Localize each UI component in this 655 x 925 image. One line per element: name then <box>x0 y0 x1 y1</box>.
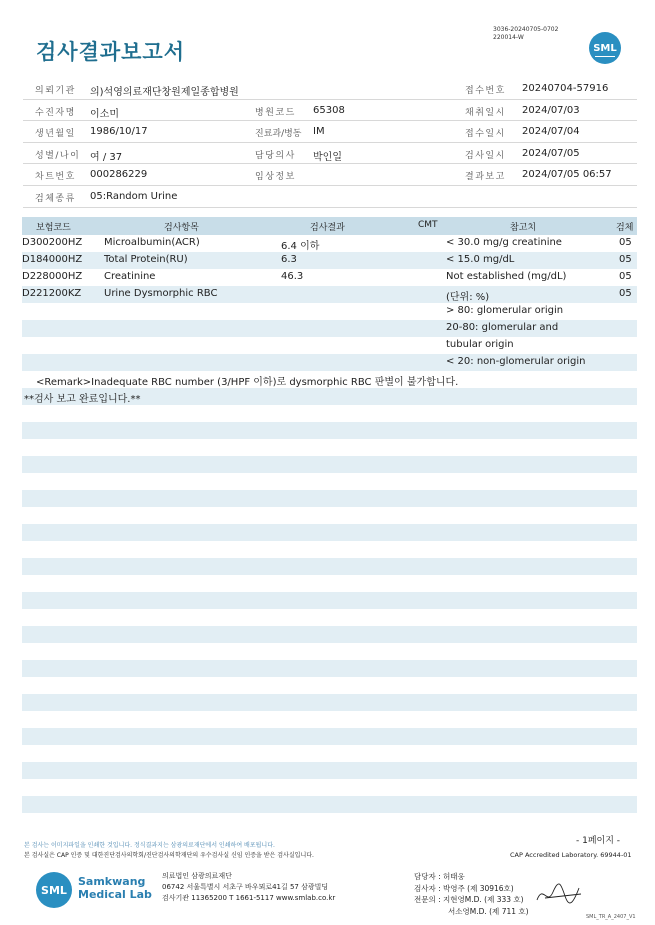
info-label: 병원코드 <box>255 107 296 118</box>
cell-code: D228000HZ <box>22 271 83 282</box>
info-label: 채취일시 <box>465 107 506 118</box>
col-header-code: 보험코드 <box>36 223 71 233</box>
table-row <box>22 252 637 269</box>
info-label: 의뢰기관 <box>35 86 76 96</box>
info-label: 접수번호 <box>465 86 506 96</box>
info-label: 담당의사 <box>255 150 296 161</box>
table-row <box>22 286 637 303</box>
cell-item: Total Protein(RU) <box>104 254 188 265</box>
col-header-cmt: CMT <box>418 220 438 230</box>
company-name-line-1: Samkwang <box>78 875 146 888</box>
info-value: 000286229 <box>90 169 148 181</box>
blank-row-stripe <box>22 422 637 439</box>
cell-ref: 20-80: glomerular and <box>446 322 559 333</box>
info-value: 65308 <box>313 104 345 116</box>
info-value: 2024/07/04 <box>522 126 580 138</box>
cell-ref: < 30.0 mg/g creatinine <box>446 237 562 248</box>
cell-specimen: 05 <box>619 237 632 248</box>
blank-row-stripe <box>22 524 637 541</box>
info-value: 의)석영의료재단창원제일종합병원 <box>90 87 239 98</box>
sml-logo-icon: SML <box>36 872 72 908</box>
info-label: 검체종류 <box>35 193 76 204</box>
company-name-line-2: Medical Lab <box>78 888 152 901</box>
cell-ref: tubular origin <box>446 339 514 350</box>
info-row <box>23 186 637 208</box>
cell-ref: > 80: glomerular origin <box>446 305 564 316</box>
remark-text: <Remark>Inadequate RBC number (3/HPF 이하)로 dysmorphic RBC 판별이 불가합니다. <box>36 377 459 388</box>
info-label: 임상정보 <box>255 172 296 183</box>
info-value: 여 / 37 <box>90 151 123 163</box>
blank-row-stripe <box>22 728 637 745</box>
blank-row-stripe <box>22 490 637 507</box>
cell-specimen: 05 <box>619 288 632 299</box>
info-value: 05:Random Urine <box>90 190 178 202</box>
cell-ref: < 20: non-glomerular origin <box>446 356 586 367</box>
info-label: 차트번호 <box>35 172 76 183</box>
cell-result: 46.3 <box>281 271 304 282</box>
cell-result: 6.4 이하 <box>281 241 320 252</box>
staff-line: 서소영M.D. (제 711 호) <box>448 906 529 916</box>
blank-row-stripe <box>22 558 637 575</box>
info-value: 2024/07/03 <box>522 104 580 116</box>
info-label: 생년월일 <box>35 129 76 140</box>
cell-specimen: 05 <box>619 271 632 282</box>
col-header-ref: 참고치 <box>510 223 537 233</box>
info-value: 2024/07/05 06:57 <box>522 169 612 181</box>
info-value: 이소미 <box>90 108 119 120</box>
table-row <box>22 269 637 286</box>
cell-code: D221200KZ <box>22 288 82 299</box>
col-header-item: 검사항목 <box>164 223 199 233</box>
table-row <box>22 320 637 337</box>
cell-item: Creatinine <box>104 271 156 282</box>
company-address <box>162 871 335 904</box>
staff-line: 검사자 : 박영주 (제 30916호) <box>414 883 514 893</box>
info-value: 2024/07/05 <box>522 147 580 159</box>
info-row <box>23 164 637 186</box>
info-row <box>23 100 637 122</box>
table-row <box>22 354 637 371</box>
info-label: 수진자명 <box>35 107 76 118</box>
table-row <box>22 235 637 252</box>
blank-row-stripe <box>22 796 637 813</box>
results-header <box>22 217 637 235</box>
cell-item: Microalbumin(ACR) <box>104 237 200 248</box>
blank-row-stripe <box>22 762 637 779</box>
cap-accreditation: CAP Accredited Laboratory. 69944-01 <box>510 851 632 859</box>
info-value: 박인일 <box>313 151 342 163</box>
info-row <box>23 143 637 165</box>
blank-row-stripe <box>22 456 637 473</box>
cell-result: 6.3 <box>281 254 297 265</box>
cell-ref: < 15.0 mg/dL <box>446 254 515 265</box>
completion-text: **검사 보고 완료입니다.** <box>24 394 141 405</box>
address-line: 06742 서울특별시 서초구 바우뫼로41길 57 삼광빌딩 <box>162 883 329 891</box>
page-number: - 1페이지 - <box>576 836 621 846</box>
info-value: IM <box>313 126 325 138</box>
blank-row-stripe <box>22 660 637 677</box>
cell-ref: Not established (mg/dL) <box>446 271 567 282</box>
document-id-line-2: 220014-W <box>493 34 524 41</box>
info-label: 진료과/병동 <box>255 129 302 140</box>
results-table <box>22 217 637 405</box>
cell-code: D300200HZ <box>22 237 83 248</box>
col-header-specimen: 검체 <box>616 223 634 233</box>
table-row <box>22 337 637 354</box>
cell-code: D184000HZ <box>22 254 83 265</box>
blank-row-stripe <box>22 694 637 711</box>
print-notice: 본 검사는 이미지파일을 인쇄한 것입니다. 정식결과지는 삼광의료재단에서 인쇄하여 배포됩니다. <box>24 842 275 849</box>
company-name <box>78 875 152 901</box>
info-value: 1986/10/17 <box>90 126 148 138</box>
info-label: 접수일시 <box>465 129 506 140</box>
signature-icon <box>535 880 585 908</box>
staff-info <box>414 871 529 917</box>
info-row <box>23 78 637 100</box>
form-code: SML_TR_A_2407_V1 <box>586 914 636 920</box>
info-value: 20240704-57916 <box>522 83 609 94</box>
info-row <box>23 121 637 143</box>
remark-row <box>22 371 637 388</box>
sml-logo-icon: SML <box>589 32 621 64</box>
completion-row <box>22 388 637 405</box>
document-id-line-1: 3036-20240705-0702 <box>493 26 559 33</box>
address-line: 의료법인 삼광의료재단 <box>162 872 232 880</box>
patient-info-block <box>23 78 637 208</box>
report-title: 검사결과보고서 <box>36 40 186 64</box>
blank-row-stripe <box>22 592 637 609</box>
document-id <box>493 26 558 42</box>
info-label: 성별/나이 <box>35 150 81 161</box>
table-row <box>22 303 637 320</box>
info-label: 검사일시 <box>465 150 506 161</box>
staff-line: 전문의 : 지현영M.D. (제 333 호) <box>414 895 524 904</box>
accreditation-notice: 본 검사실은 CAP 인증 및 대한진단검사의학회/진단검사의학재단의 우수검사실 신임 인증을 받은 검사실입니다. <box>24 852 314 859</box>
blank-row-stripe <box>22 626 637 643</box>
address-line: 검사기관 11365200 T 1661-5117 www.smlab.co.kr <box>162 894 336 902</box>
staff-line: 담당자 : 허태웅 <box>414 872 465 881</box>
cell-ref: (단위: %) <box>446 292 490 303</box>
cell-item: Urine Dysmorphic RBC <box>104 288 218 299</box>
info-label: 결과보고 <box>465 172 506 183</box>
col-header-result: 검사결과 <box>310 223 345 233</box>
cell-specimen: 05 <box>619 254 632 265</box>
